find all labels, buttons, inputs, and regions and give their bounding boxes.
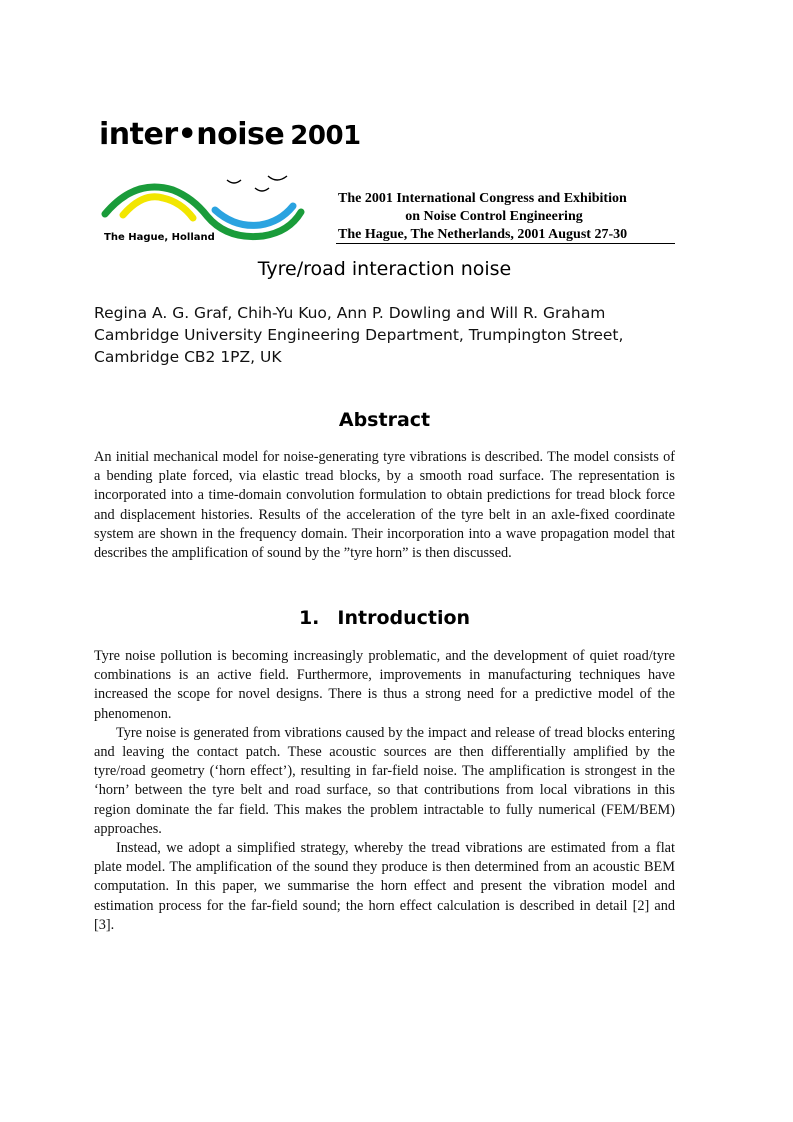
logo-year: 2001 [290,121,361,151]
abstract-heading: Abstract [338,409,431,431]
author-line: Regina A. G. Graf, Chih-Yu Kuo, Ann P. Dowling and Will R. Graham [94,304,606,322]
introduction-body [94,647,675,935]
logo-wave-green [105,187,301,237]
affiliation-line: Cambridge University Engineering Department, Trumpington Street, [94,326,624,344]
paper-title: Tyre/road interaction noise [257,258,512,280]
logo-wave-blue [215,206,293,225]
body-paragraph: Tyre noise pollution is becoming increasingly problematic, and the development of quiet road/tyre combinations is an active field. Furthermore, improvements in manufacturing techniques have increased the scope for novel designs. There is thus a strong need for a predictive model of the phenomenon. [94,648,675,722]
congress-header [338,190,660,244]
congress-line-3: The Hague, The Netherlands, 2001 August 27-30 [338,227,628,242]
body-paragraph: Instead, we adopt a simplified strategy, whereby the tread vibrations are estimated from a flat plate model. The amplification of the sound they produce is then determined from an acoustic BEM computation. In this paper, we summarise the horn effect and present the vibration model and estimation process for the far-field sound; the horn effect calculation is described in detail [2] and [3]. [94,840,675,933]
introduction-heading [0,607,769,629]
address-line: Cambridge CB2 1PZ, UK [94,348,282,366]
logo-name: inter•noise [99,117,285,152]
conference-logo-wordmark [99,117,361,152]
section-title: Introduction [337,607,471,629]
body-paragraph: Tyre noise is generated from vibrations caused by the impact and release of tread blocks entering and leaving the contact patch. These acoustic sources are then differentially amplified by the tyre/road geometry (‘horn effect’), resulting in far-field noise. The amplification is strongest in the ‘horn’ between the tyre belt and road surface, so that contributions from local vibrations in this region dominate the far field. This makes the problem intractable to fully numerical (FEM/BEM) approaches. [94,724,675,837]
logo-wave-yellow [123,197,193,218]
congress-line-1: The 2001 International Congress and Exhibition [338,191,627,206]
author-block [94,302,694,368]
section-number: 1. [298,607,320,629]
congress-line-2: on Noise Control Engineering [405,209,583,224]
abstract-body [94,448,675,563]
header-rule [336,243,675,244]
logo-smile-arc-2 [255,188,269,191]
abstract-paragraph: An initial mechanical model for noise-generating tyre vibrations is described. The model consists of a bending plate forced, via elastic tread blocks, by a smooth road surface. The representation is incorporated into a time-domain convolution formulation to obtain predictions for tread block force and displacement histories. Results of the acceleration of the tyre belt in an axle-fixed coordinate system are shown in the frequency domain. Their incorporation into a wave propagation model that describes the amplification of sound by the ”tyre horn” is then discussed. [94,449,675,562]
logo-smile-arc-3 [268,176,287,180]
logo-location: The Hague, Holland [104,232,215,243]
logo-smile-arc-1 [227,180,241,183]
